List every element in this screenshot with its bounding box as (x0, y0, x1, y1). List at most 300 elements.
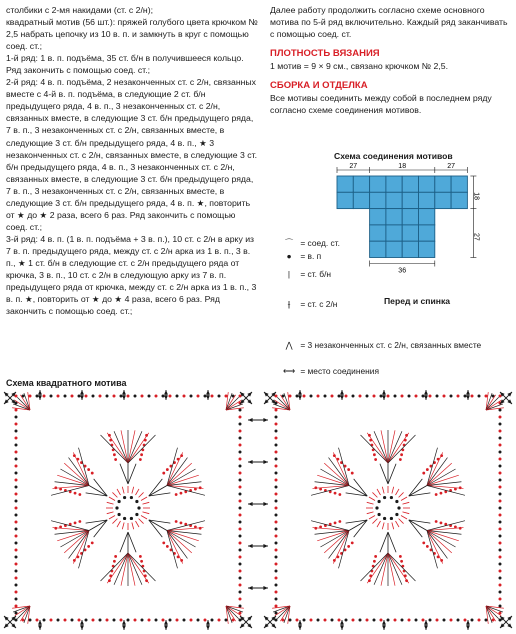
stitch-mark (139, 519, 144, 524)
chain-dot (239, 451, 242, 454)
arrow-head (382, 390, 386, 395)
motif-square (386, 192, 402, 208)
chain-dot (314, 486, 317, 489)
chain-dot (415, 395, 418, 398)
chain-dot (499, 479, 502, 482)
cluster-stitch (149, 520, 163, 537)
chain-dot (499, 577, 502, 580)
chain-dot (239, 584, 242, 587)
motif-square (402, 192, 418, 208)
stitch-mark (107, 512, 114, 514)
double-treble-icon: ⫲ (287, 299, 291, 309)
stitch-mark (142, 512, 149, 514)
motif-square (419, 225, 435, 241)
motif-square (402, 225, 418, 241)
chain-dot (499, 444, 502, 447)
cluster-stitch (94, 479, 108, 496)
chain-dot (375, 506, 378, 509)
chain-dot (15, 395, 18, 398)
chain-dot (359, 395, 362, 398)
motif-chart-title: Схема квадратного мотива (6, 378, 127, 388)
dimension-label: 27 (447, 163, 455, 170)
arrow-head (263, 586, 268, 590)
join-arrow-icon (298, 390, 302, 400)
fan-stitch (486, 397, 499, 410)
chain-dot (43, 395, 46, 398)
chain-dot (373, 395, 376, 398)
chain-dot (366, 619, 369, 622)
chain-dot (15, 598, 18, 601)
fan-stitch (277, 606, 290, 619)
fan-stitch (128, 431, 142, 463)
chain-dot (275, 423, 278, 426)
stitch-mark (117, 521, 121, 527)
chain-dot (239, 591, 242, 594)
fan-stitch (226, 397, 239, 410)
arrow-head (206, 390, 210, 395)
arrow-head (466, 620, 470, 625)
chain-icon: ● (286, 251, 292, 261)
arrow-head (38, 625, 42, 630)
arrow-head (248, 418, 253, 422)
motif-square (419, 176, 435, 192)
chain-dot (190, 619, 193, 622)
chain-dot (380, 395, 383, 398)
chain-dot (390, 496, 393, 499)
chain-dot (275, 507, 278, 510)
dimension-label: 27 (349, 163, 358, 170)
chain-dot (71, 619, 74, 622)
arrow-head (38, 395, 42, 400)
chain-dot (106, 619, 109, 622)
chain-dot (239, 549, 242, 552)
chain-dot (499, 465, 502, 468)
chain-dot (499, 521, 502, 524)
chain-dot (383, 517, 386, 520)
chain-dot (85, 619, 88, 622)
chain-dot (366, 395, 369, 398)
chain-dot (15, 514, 18, 517)
chain-dot (275, 549, 278, 552)
chain-dot (374, 458, 377, 461)
chain-dot (390, 517, 393, 520)
chain-dot (15, 591, 18, 594)
chain-dot (296, 619, 299, 622)
join-arrow-icon (80, 390, 84, 400)
fan-stitch (101, 435, 128, 463)
chain-dot (275, 570, 278, 573)
chain-dot (275, 409, 278, 412)
arrow-head (263, 418, 268, 422)
cluster-stitch (354, 520, 368, 537)
chain-dot (352, 619, 355, 622)
chain-dot (54, 486, 57, 489)
chain-dot (499, 423, 502, 426)
chain-dot (457, 619, 460, 622)
join-arrow-icon (298, 620, 302, 630)
chain-dot (303, 619, 306, 622)
chain-dot (176, 619, 179, 622)
chain-dot (422, 472, 425, 475)
fan-stitch (128, 435, 155, 463)
chain-dot (123, 517, 126, 520)
fan-stitch (101, 553, 128, 581)
chain-dot (36, 395, 39, 398)
chain-dot (499, 570, 502, 573)
cluster-stitch (128, 532, 136, 552)
chain-dot (317, 395, 320, 398)
chain-dot (457, 395, 460, 398)
fan-stitch (128, 553, 155, 581)
motif-square (435, 192, 451, 208)
chain-dot (401, 395, 404, 398)
motif-square (451, 192, 467, 208)
chain-dot (499, 514, 502, 517)
chain-dot (15, 409, 18, 412)
chain-dot (373, 453, 376, 456)
chain-dot (15, 444, 18, 447)
chain-dot (239, 570, 242, 573)
arrow-head (263, 544, 268, 548)
chain-dot (275, 542, 278, 545)
chain-dot (239, 507, 242, 510)
chain-dot (43, 619, 46, 622)
join-arrow-icon (340, 390, 344, 400)
chain-dot (166, 545, 169, 548)
fan-stitch (226, 606, 239, 619)
chain-dot (408, 395, 411, 398)
legend-text: = 3 незаконченных ст. с 2/н, связанных вместе (300, 340, 482, 350)
stitch-mark (401, 516, 407, 520)
chain-dot (499, 486, 502, 489)
chain-dot (499, 535, 502, 538)
chain-dot (239, 528, 242, 531)
chain-dot (464, 619, 467, 622)
assembly-text: Все мотивы соединить между собой в последнем ряду согласно схеме соединения мотивов. (270, 93, 492, 116)
chain-dot (359, 619, 362, 622)
chain-dot (239, 577, 242, 580)
cluster-stitch (409, 520, 423, 537)
arrow-head (382, 620, 386, 625)
chain-dot (275, 514, 278, 517)
fan-stitch (17, 606, 30, 619)
arrow-head (382, 625, 386, 630)
chain-dot (275, 437, 278, 440)
chain-dot (239, 619, 242, 622)
chain-dot (373, 560, 376, 563)
arrow-head (466, 395, 470, 400)
instructions-paragraph: 1-й ряд: 1 в. п. подъёма, 35 ст. б/н в получившееся кольцо. Ряд закончить с помощью соед. ст.; (6, 53, 244, 76)
density-text: 1 мотив = 9 × 9 см., связано крючком № 2,5. (270, 61, 448, 72)
chain-dot (78, 395, 81, 398)
chain-dot (92, 395, 95, 398)
motif-square (419, 192, 435, 208)
chain-dot (239, 416, 242, 419)
chain-dot (275, 535, 278, 538)
chain-dot (317, 619, 320, 622)
stitch-mark (122, 487, 124, 494)
stitch-mark (112, 492, 117, 497)
arrow-head (424, 625, 428, 630)
arrow-head (298, 390, 302, 395)
chain-dot (134, 395, 137, 398)
chain-dot (137, 506, 140, 509)
join-arrow-icon (248, 460, 268, 464)
fan-stitch (486, 606, 499, 619)
fan-stitch (167, 531, 188, 559)
chain-dot (64, 619, 67, 622)
chain-dot (15, 521, 18, 524)
chain-dot (296, 395, 299, 398)
motif-square (419, 209, 435, 225)
chain-dot (64, 395, 67, 398)
chain-dot (239, 458, 242, 461)
chain-dot (331, 395, 334, 398)
motif-square (386, 241, 402, 257)
chain-dot (499, 528, 502, 531)
chain-dot (162, 472, 165, 475)
chain-dot (275, 444, 278, 447)
chain-dot (499, 542, 502, 545)
fan-stitch (427, 458, 448, 486)
dimension-label: 36 (398, 267, 407, 275)
cluster-stitch (149, 479, 163, 496)
legend-text: = ст. б/н (300, 269, 332, 279)
chain-dot (15, 619, 18, 622)
chain-dot (239, 535, 242, 538)
chain-dot (338, 395, 341, 398)
fan-stitch (329, 458, 350, 486)
chain-dot (378, 500, 381, 503)
chain-dot (429, 395, 432, 398)
chain-dot (450, 395, 453, 398)
fan-stitch (388, 435, 415, 463)
chain-dot (175, 493, 178, 496)
chain-dot (395, 513, 398, 516)
chain-dot (239, 500, 242, 503)
chain-dot (140, 453, 143, 456)
join-arrow-icon (206, 620, 210, 630)
intro-paragraph: Далее работу продолжить согласно схеме основного мотива по 5-й ряд включительно. Каждый ряд заканчивать с помощью соед. ст. (270, 5, 508, 40)
chain-dot (275, 563, 278, 566)
legend-row (280, 366, 379, 376)
chain-dot (394, 619, 397, 622)
chain-dot (275, 458, 278, 461)
chain-dot (499, 430, 502, 433)
chain-dot (87, 545, 90, 548)
chain-dot (91, 472, 94, 475)
arrow-head (466, 625, 470, 630)
legend-row (280, 299, 337, 310)
chain-dot (15, 542, 18, 545)
chain-dot (15, 458, 18, 461)
chain-dot (139, 555, 142, 558)
chain-dot (130, 517, 133, 520)
square-motif (12, 392, 244, 624)
stitch-mark (107, 502, 114, 504)
arrow-head (340, 395, 344, 400)
chain-dot (36, 619, 39, 622)
cluster-stitch (388, 532, 396, 552)
chain-dot (239, 409, 242, 412)
chain-dot (29, 619, 32, 622)
arrow-head (122, 390, 126, 395)
join-arrow-icon (382, 390, 386, 400)
chain-dot (499, 549, 502, 552)
chain-dot (15, 472, 18, 475)
density-heading: ПЛОТНОСТЬ ВЯЗАНИЯ (270, 48, 380, 60)
chain-dot (499, 563, 502, 566)
motif-square (386, 176, 402, 192)
chain-dot (275, 430, 278, 433)
chain-dot (485, 395, 488, 398)
arrow-head (80, 395, 84, 400)
chain-dot (310, 395, 313, 398)
fan-stitch (361, 553, 388, 581)
chain-dot (175, 520, 178, 523)
arrow-head (122, 620, 126, 625)
fan-stitch (114, 553, 128, 585)
arrow-head (122, 395, 126, 400)
chain-dot (464, 395, 467, 398)
chain-dot (459, 527, 462, 530)
chain-dot (334, 521, 337, 524)
instructions-paragraph: столбики с 2-мя накидами (ст. с 2/н); (6, 5, 154, 15)
panel-caption: Перед и спинка (384, 296, 451, 306)
chain-dot (99, 395, 102, 398)
chain-dot (471, 619, 474, 622)
fan-stitch (427, 531, 448, 559)
chain-dot (275, 619, 278, 622)
chain-dot (239, 437, 242, 440)
chain-dot (394, 395, 397, 398)
chain-dot (15, 605, 18, 608)
chain-dot (485, 619, 488, 622)
chain-dot (289, 395, 292, 398)
chain-dot (275, 584, 278, 587)
chain-dot (78, 493, 81, 496)
chain-dot (197, 619, 200, 622)
cluster-stitch (128, 464, 136, 484)
join-arrow-icon (248, 544, 268, 548)
fan-stitch (114, 431, 128, 463)
arrow-head (424, 390, 428, 395)
chain-dot (54, 527, 57, 530)
chain-dot (499, 493, 502, 496)
chain-dot (387, 395, 390, 398)
stitch-mark (136, 489, 140, 495)
chain-dot (374, 555, 377, 558)
motif-square (386, 225, 402, 241)
chain-dot (345, 619, 348, 622)
arrow-head (298, 620, 302, 625)
chain-dot (120, 395, 123, 398)
motif-diagram (0, 390, 516, 634)
chain-dot (169, 619, 172, 622)
chain-dot (373, 619, 376, 622)
chain-dot (15, 437, 18, 440)
chain-dot (113, 395, 116, 398)
chain-dot (436, 395, 439, 398)
chain-dot (499, 598, 502, 601)
chain-dot (99, 619, 102, 622)
chain-dot (148, 619, 151, 622)
join-arrow-icon (248, 418, 268, 422)
assembly-chart-title: Схема соединения мотивов (334, 151, 453, 161)
chain-dot (429, 619, 432, 622)
chain-dot (15, 528, 18, 531)
chain-dot (120, 619, 123, 622)
arrow-head (80, 625, 84, 630)
legend-row (280, 237, 340, 249)
chain-dot (275, 465, 278, 468)
chain-dot (239, 465, 242, 468)
join-arrow-icon (424, 390, 428, 400)
chain-dot (331, 619, 334, 622)
stitch-mark (369, 516, 375, 520)
arrow-head (164, 390, 168, 395)
chain-dot (115, 506, 118, 509)
chain-dot (310, 619, 313, 622)
chain-dot (15, 535, 18, 538)
chain-dot (113, 560, 116, 563)
motif-square (386, 209, 402, 225)
cluster-stitch (94, 520, 108, 537)
chain-dot (15, 451, 18, 454)
arrow-head (164, 625, 168, 630)
chain-dot (499, 500, 502, 503)
chain-dot (275, 493, 278, 496)
arrow-head (38, 620, 42, 625)
chain-dot (351, 472, 354, 475)
chain-dot (239, 423, 242, 426)
chain-dot (218, 619, 221, 622)
stitch-mark (399, 492, 404, 497)
legend-text: = ст. с 2/н (300, 299, 338, 309)
chain-dot (114, 555, 117, 558)
arrow-head (248, 544, 253, 548)
chain-dot (415, 619, 418, 622)
chain-dot (15, 507, 18, 510)
chain-dot (338, 520, 341, 523)
chain-dot (338, 493, 341, 496)
stitch-mark (396, 489, 400, 495)
single-crochet-icon: | (287, 269, 291, 279)
chain-dot (478, 395, 481, 398)
chain-dot (436, 619, 439, 622)
join-arrow-icon (248, 502, 268, 506)
chain-dot (314, 527, 317, 530)
cluster-stitch (380, 532, 388, 552)
fan-stitch (361, 435, 388, 463)
chain-dot (118, 513, 121, 516)
dimension-label: 27 (472, 233, 480, 241)
chain-dot (499, 395, 502, 398)
motif-square (402, 176, 418, 192)
fan-stitch (69, 531, 90, 559)
stitch-mark (141, 497, 147, 501)
chain-dot (123, 496, 126, 499)
motif-square (451, 176, 467, 192)
stitch-mark (109, 516, 115, 520)
chain-dot (199, 486, 202, 489)
chain-dot (176, 395, 179, 398)
chain-dot (91, 542, 94, 545)
stitch-mark (367, 502, 374, 504)
chain-dot (443, 619, 446, 622)
chain-dot (499, 591, 502, 594)
chain-dot (141, 619, 144, 622)
